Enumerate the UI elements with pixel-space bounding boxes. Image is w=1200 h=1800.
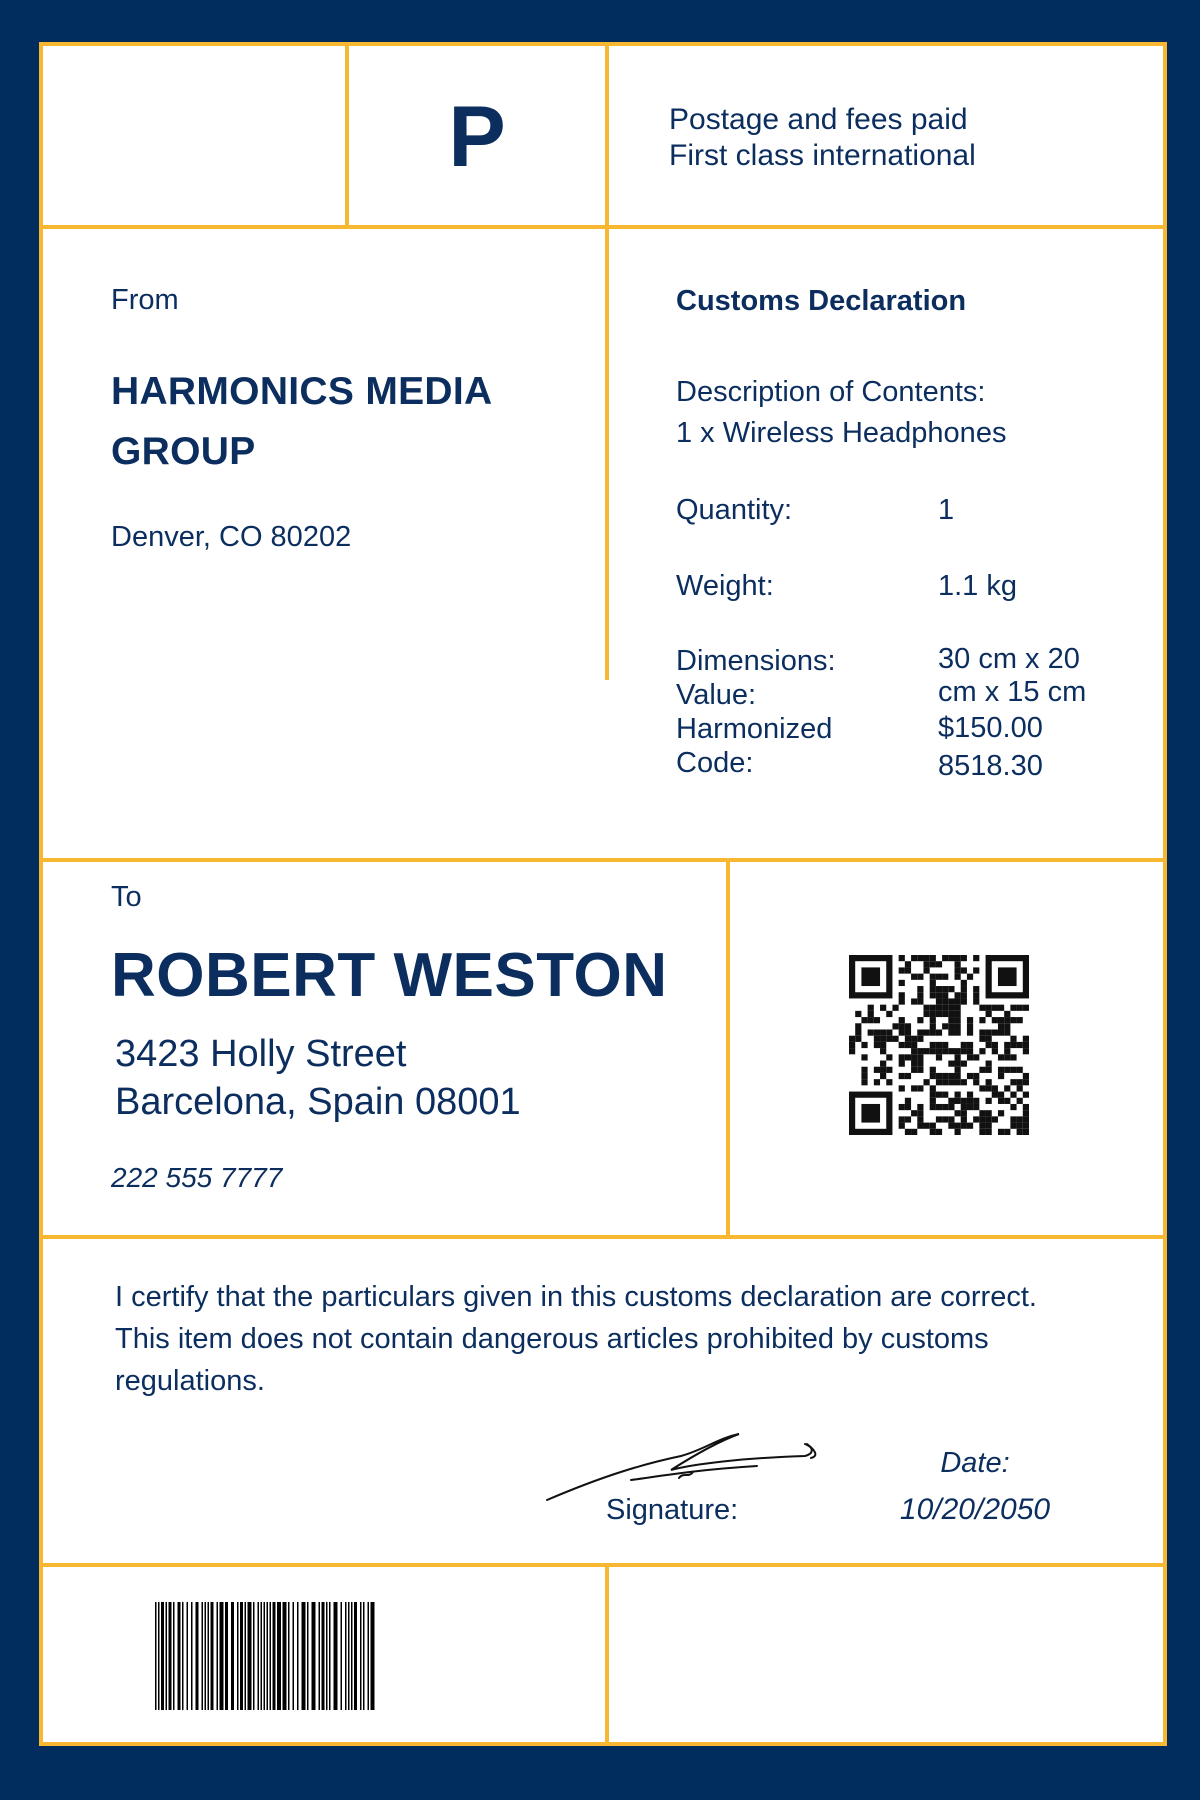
sender-name-line-2: GROUP [111, 430, 256, 473]
sender-address: Denver, CO 80202 [111, 521, 352, 553]
recipient-address [115, 1030, 715, 1126]
customs-extra-labels [676, 643, 916, 782]
recipient-name: ROBERT WESTON [111, 941, 668, 1010]
description-label: Description of Contents: [676, 376, 986, 408]
from-label: From [111, 284, 179, 316]
barcode-icon [155, 1602, 377, 1710]
quantity-value: 1 [938, 494, 955, 526]
value-value: $150.00 [938, 712, 1043, 744]
recipient-phone: 222 555 7777 [111, 1162, 283, 1193]
qr-code-icon [849, 955, 1029, 1135]
customs-description [676, 372, 1156, 454]
postage-line-2: First class international [669, 139, 976, 172]
weight-value: 1.1 kg [938, 570, 1017, 602]
sender-name-line-1: HARMONICS MEDIA [111, 370, 493, 413]
certification-text: I certify that the particulars given in this customs declaration are correct. This item does not contain dangerous articles prohibited by customs regulations. [115, 1281, 1037, 1397]
divider-header [43, 225, 1163, 229]
dimensions-label: Dimensions: [676, 645, 836, 677]
date-label: Date: [940, 1447, 1010, 1479]
hs-label-line-1: Harmonized [676, 713, 833, 745]
weight-label: Weight: [676, 570, 774, 602]
signature-label: Signature: [606, 1494, 739, 1526]
dimensions-value-line-1: 30 cm x 20 [938, 643, 1080, 675]
divider-upper [43, 858, 1163, 862]
divider-footer [605, 1567, 609, 1742]
postage-text [669, 102, 1149, 174]
postage-line-1: Postage and fees paid [669, 103, 968, 136]
hs-label-line-2: Code: [676, 747, 754, 779]
quantity-label: Quantity: [676, 494, 793, 526]
description-value: 1 x Wireless Headphones [676, 417, 1007, 449]
shipping-label [39, 42, 1167, 1746]
divider-recipient [726, 858, 730, 1235]
to-label: To [111, 881, 142, 913]
date-value: 10/20/2050 [899, 1493, 1051, 1526]
divider-recipient-bottom [43, 1235, 1163, 1239]
service-letter: P [448, 89, 506, 185]
hs-value: 8518.30 [938, 750, 1043, 782]
recipient-city: Barcelona, Spain 08001 [115, 1081, 521, 1123]
divider-upper-middle [605, 46, 609, 680]
sender-name [111, 362, 591, 482]
dimensions-value-line-2: cm x 15 cm [938, 676, 1087, 708]
value-label: Value: [676, 679, 757, 711]
recipient-street: 3423 Holly Street [115, 1033, 407, 1075]
customs-title: Customs Declaration [676, 285, 967, 317]
divider-declaration-bottom [43, 1563, 1163, 1567]
customs-extra-values [938, 643, 1158, 785]
